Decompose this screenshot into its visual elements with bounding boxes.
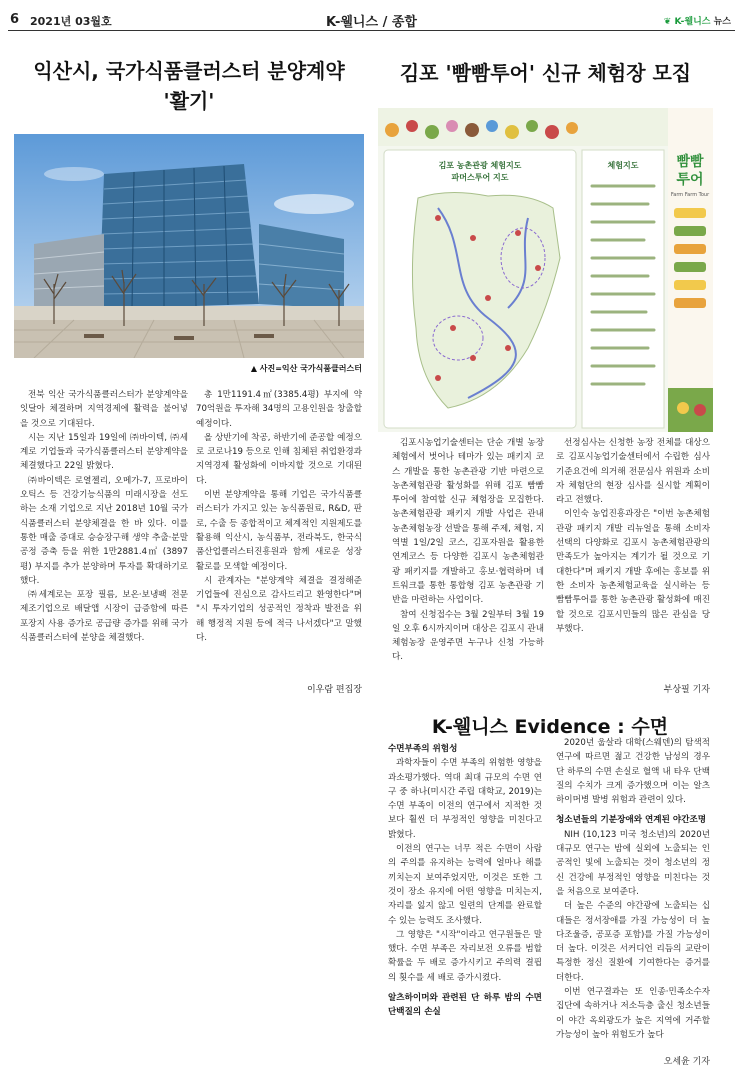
article3-column-2 (556, 736, 710, 1042)
map-right-title: 체험지도 (607, 161, 639, 170)
building-illustration (14, 134, 364, 358)
leaf-icon: ❦ (663, 17, 672, 27)
header-divider (8, 30, 735, 31)
paragraph: 그 영향은 "시작"이라고 연구원들은 말했다. 수면 부족은 자리보전 오류를 범할 확률을 두 배로 증가시키고 주의력 결핍의 횟수를 세 배로 증가시켰다. (388, 929, 542, 983)
paragraph: 전북 익산 국가식품클러스터가 분양계약을 잇달아 체결하며 지역경제에 활력을 불어넣을 것으로 기대된다. (20, 390, 188, 429)
article3-title: K-웰니스 Evidence : 수면 (431, 716, 669, 738)
paragraph: 이번 분양계약을 통해 기업은 국가식품클러스터가 가지고 있는 농식품원료, R&D, 판로, 수출 등 종합적이고 체계적인 지원제도를 활용해 익산시, 농식품부, 전라북도, 한국식품산업클러스터진흥원과 함께 새로운 성장 활로를 모색할 예정이다. (196, 490, 362, 572)
map-title: 김포 농촌관광 체험지도 (438, 161, 522, 170)
paragraph: 2020년 웁살라 대학(스웨덴)의 탐색적 연구에 따르면 젊고 건강한 남성의 경우 단 하루의 수면 손실로 혈액 내 타우 단백질의 수치가 크게 증가했으며 이는 알츠하이머병 발병 위험과 관련이 있다. (556, 738, 710, 806)
article2-column-1 (392, 436, 544, 665)
subheading: 알츠하이머와 관련된 단 하루 밤의 수면 단백질의 손실 (388, 993, 542, 1018)
issue-date: 2021년 03월호 (30, 15, 112, 28)
article1-photo (14, 134, 364, 358)
paragraph: 총 1만1191.4㎡(3385.4평) 부지에 약 70억원을 투자해 34명의 고용인원을 창출할 예정이다. (196, 390, 362, 429)
paragraph: ㈜세계로는 포장 필름, 보온·보냉팩 전문 제조기업으로 배달앱 시장이 급증함에 따른 포장지 사용 증가로 공급량 증가를 위해 국가식품클러스터에 분양을 체결했다. (20, 590, 188, 644)
publication-logo (664, 14, 731, 27)
article1-photo-caption: ▲ 사진=익산 국가식품클러스터 (250, 364, 362, 373)
article2-title: 김포 '빰빰투어' 신규 체험장 모집 (399, 61, 692, 85)
paragraph: 참여 신청접수는 3월 2일부터 3월 19일 오후 6시까지이며 대상은 김포시 관내 체험농장 운영주면 누구나 신청 가능하다. (392, 609, 544, 663)
article2-tour-map (378, 108, 713, 432)
tour-map-illustration (378, 108, 713, 432)
article1-title-line2: '활기' (163, 89, 215, 113)
article1-column-2 (196, 388, 362, 645)
article1-title (14, 56, 364, 116)
article1-column-1 (20, 388, 188, 645)
paragraph: 시 관계자는 "분양계약 체결을 결정해준 기업들에 진심으로 감사드리고 환영한다"며 "시 투자기업의 성공적인 정착과 발전을 위해 행정적 지원 등에 적극 나서겠다"고 말했다. (196, 575, 362, 644)
poster-subtitle: Farm Farm Tour (670, 192, 710, 198)
logo-text: K-웰니스 (674, 17, 711, 27)
paragraph: 올 상반기에 착공, 하반기에 준공할 예정으로 코로나19 등으로 인해 침체된 취업환경과 지역경제 활성화에 이바지할 것으로 기대된다. (196, 432, 362, 486)
page-number: 6 (10, 12, 20, 27)
paragraph: ㈜바이텍은 로열젤리, 오메가-7, 프로바이오틱스 등 건강기능식품의 미래시장을 선도하는 소재 기업으로 지난 2018년 10월 국가식품클러스터 분양체결을 한 바 있다. 이를 통한 매출 증대로 승승장구해 생약 추출·분말공정 증축 등을 위한 1만2881.4㎡ (3897평) 부지를 추가 분양하며 투자를 확대하기로 했다. (20, 475, 188, 586)
paragraph: 이전의 연구는 너무 적은 수면이 사람의 주의를 유지하는 능력에 얼마나 해를 끼치는지 보여주었지만, 이것은 또한 그것이 장소 유지에 어떤 영향을 미치는지, 자리를 잃지 않고 일련의 단계를 완료할 수 있는 능력도 조사했다. (388, 844, 542, 926)
article1-byline: 이우람 편집장 (306, 685, 362, 695)
paragraph: 선정심사는 신청한 농장 전체를 대상으로 김포시농업기술센터에서 수립한 심사기준요건에 의거해 전문심사 위원과 소비자 체험단의 현장 심사를 실시할 계획이라고 전했다. (556, 438, 710, 506)
article3-column-1 (388, 736, 542, 1020)
logo-suffix: 뉴스 (713, 17, 731, 27)
paragraph: 더 높은 수준의 야간광에 노출되는 십대들은 정서장애를 가질 가능성이 더 높다조울증, 공포증 포함)를 가질 가능성이 더 높다. 이것은 서커디언 리듬의 교란이 특정한 정신 질환에 기여한다는 증거를 더한다. (556, 901, 710, 983)
article3-byline: 오세윤 기자 (663, 1057, 710, 1067)
paragraph: NIH (10,123 미국 청소년)의 2020년 대규모 연구는 밤에 실외에 노출되는 인공적인 빛에 노출되는 것이 청소년의 정신 건강에 부정적인 영향을 미친다는 것을 처음으로 보여준다. (556, 829, 710, 897)
paragraph: 이인숙 농업진흥과장은 "이번 농촌체험관광 패키지 개발 리뉴얼을 통해 소비자 선택의 다양화로 김포시 농촌체험관광의 만족도가 높아지는 계기가 될 것으로 기대한다"며 패키지 개발 후에는 홍보를 위한 소비자 농촌체험교육을 실시하는 등 빰빰투어를 통한 농촌관광 활성화에 매진할 것으로 김포시민들의 많은 관심을 당부했다. (556, 509, 710, 634)
page-header (0, 0, 743, 32)
section-title: K-웰니스 / 종합 (326, 15, 417, 30)
paragraph: 과학자들이 수면 부족의 위험한 영향을 과소평가했다. 역대 최대 규모의 수면 연구 중 하나(미시간 주립 대학교, 2019)는 수면 부족이 이전의 연구에서 지적한 것보다 훨씬 더 부정적인 영향을 미친다고 밝혔다. (388, 758, 542, 840)
article2-column-2 (556, 436, 710, 636)
map-title-sub: 파머스투어 지도 (451, 173, 509, 182)
paragraph: 김포시농업기술센터는 단순 개별 농장 체험에서 벗어나 테마가 있는 패키지 코스 개발을 통한 농촌관광 기반 마련으로 농촌체험관광 활성화를 위해 김포 빰빰투어에 참여할 신규 체험장을 모집한다. 농촌체험관광 패키지 개발 사업은 관내 농촌체험농장 선발을 통해 주제, 체험, 지역별 1일/2일 코스, 김포자원을 활용한 연계코스 등 다양한 김포시 농촌체험관광 패키지를 개발하고 홍보·협력하며 네트워크를 통한 통합형 김포 농촌관광 기반을 마련하는 사업이다. (392, 438, 544, 606)
article1-title-line1: 익산시, 국가식품클러스터 분양계약 (33, 59, 345, 83)
poster-title-1: 빰빰 (676, 154, 704, 170)
subheading: 수면부족의 위험성 (388, 744, 458, 754)
paragraph: 이번 연구결과는 또 인종·민족소수자 집단에 속하거나 저소득층 출신 청소년들이 야간 옥외광도가 높은 지역에 거주할 가능성이 높아 위험도가 높다 (556, 987, 710, 1040)
subheading: 청소년들의 기분장애와 연계된 야간조명 (556, 815, 707, 826)
poster-title-2: 투어 (676, 172, 704, 188)
paragraph: 시는 지난 15일과 19일에 ㈜바이텍, ㈜세계로 기업들과 국가식품클러스터 분양계약을 체결했다고 22일 밝혔다. (20, 432, 188, 472)
article2-byline: 부상필 기자 (663, 685, 710, 695)
